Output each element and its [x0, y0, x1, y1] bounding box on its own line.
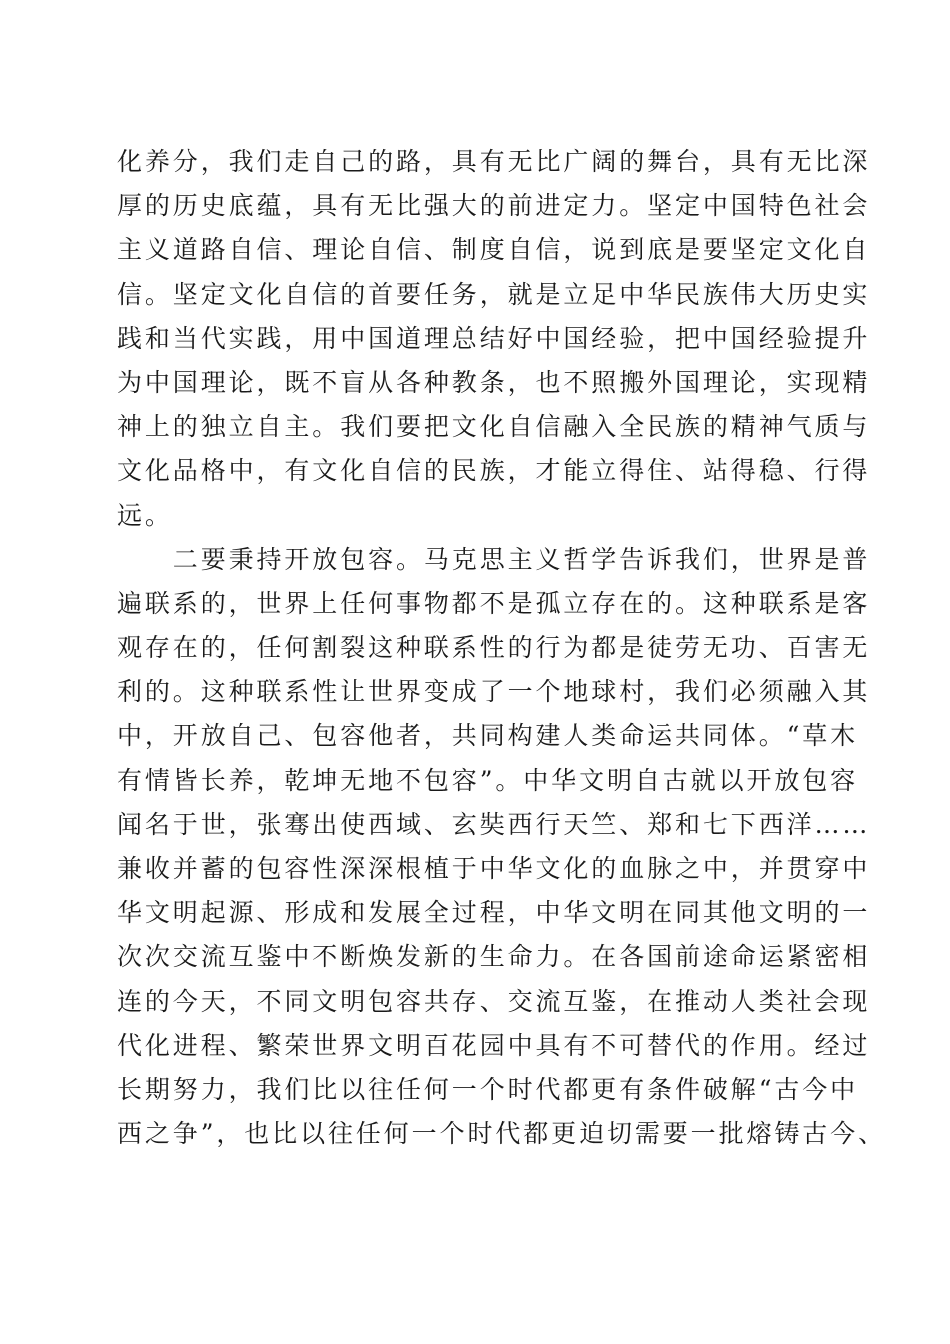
- paragraph-start-line: 二要秉持开放包容。马克思主义哲学告诉我们，世界是普: [117, 544, 871, 574]
- text-line: 代化进程、繁荣世界文明百花园中具有不可替代的作用。经过: [117, 1030, 871, 1060]
- text-line: 中，开放自己、包容他者，共同构建人类命运共同体。“草木: [117, 721, 859, 751]
- text-line: 闻名于世，张骞出使西域、玄奘西行天竺、郑和七下西洋……: [117, 809, 871, 839]
- body-text: [117, 140, 886, 1156]
- text-line: 次次交流互鉴中不断焕发新的生命力。在各国前途命运紧密相: [117, 942, 871, 972]
- text-line: 信。坚定文化自信的首要任务，就是立足中华民族伟大历史实: [117, 279, 871, 309]
- text-line: 遍联系的，世界上任何事物都不是孤立存在的。这种联系是客: [117, 588, 871, 618]
- text-line: 远。: [117, 500, 173, 530]
- text-line: 兼收并蓄的包容性深深根植于中华文化的血脉之中，并贯穿中: [117, 854, 871, 883]
- text-line: 利的。这种联系性让世界变成了一个地球村，我们必须融入其: [117, 677, 871, 707]
- text-line: 为中国理论，既不盲从各种教条，也不照搬外国理论，实现精: [117, 367, 871, 397]
- text-line: 长期努力，我们比以往任何一个时代都更有条件破解“古今中: [117, 1074, 859, 1104]
- text-line: 华文明起源、形成和发展全过程，中华文明在同其他文明的一: [117, 898, 871, 928]
- text-line: 西之争”，也比以往任何一个时代都更迫切需要一批熔铸古今、: [117, 1119, 886, 1149]
- text-line: 观存在的，任何割裂这种联系性的行为都是徒劳无功、百害无: [117, 633, 871, 663]
- text-line: 践和当代实践，用中国道理总结好中国经验，把中国经验提升: [117, 323, 871, 353]
- text-line: 文化品格中，有文化自信的民族，才能立得住、站得稳、行得: [117, 456, 871, 486]
- text-line: 神上的独立自主。我们要把文化自信融入全民族的精神气质与: [117, 412, 871, 442]
- text-line: 厚的历史底蕴，具有无比强大的前进定力。坚定中国特色社会: [117, 191, 871, 221]
- text-line: 化养分，我们走自己的路，具有无比广阔的舞台，具有无比深: [117, 147, 871, 176]
- text-line: 有情皆长养，乾坤无地不包容”。中华文明自古就以开放包容: [117, 765, 859, 795]
- text-line: 主义道路自信、理论自信、制度自信，说到底是要坚定文化自: [117, 235, 871, 265]
- text-line: 连的今天，不同文明包容共存、交流互鉴，在推动人类社会现: [117, 986, 871, 1016]
